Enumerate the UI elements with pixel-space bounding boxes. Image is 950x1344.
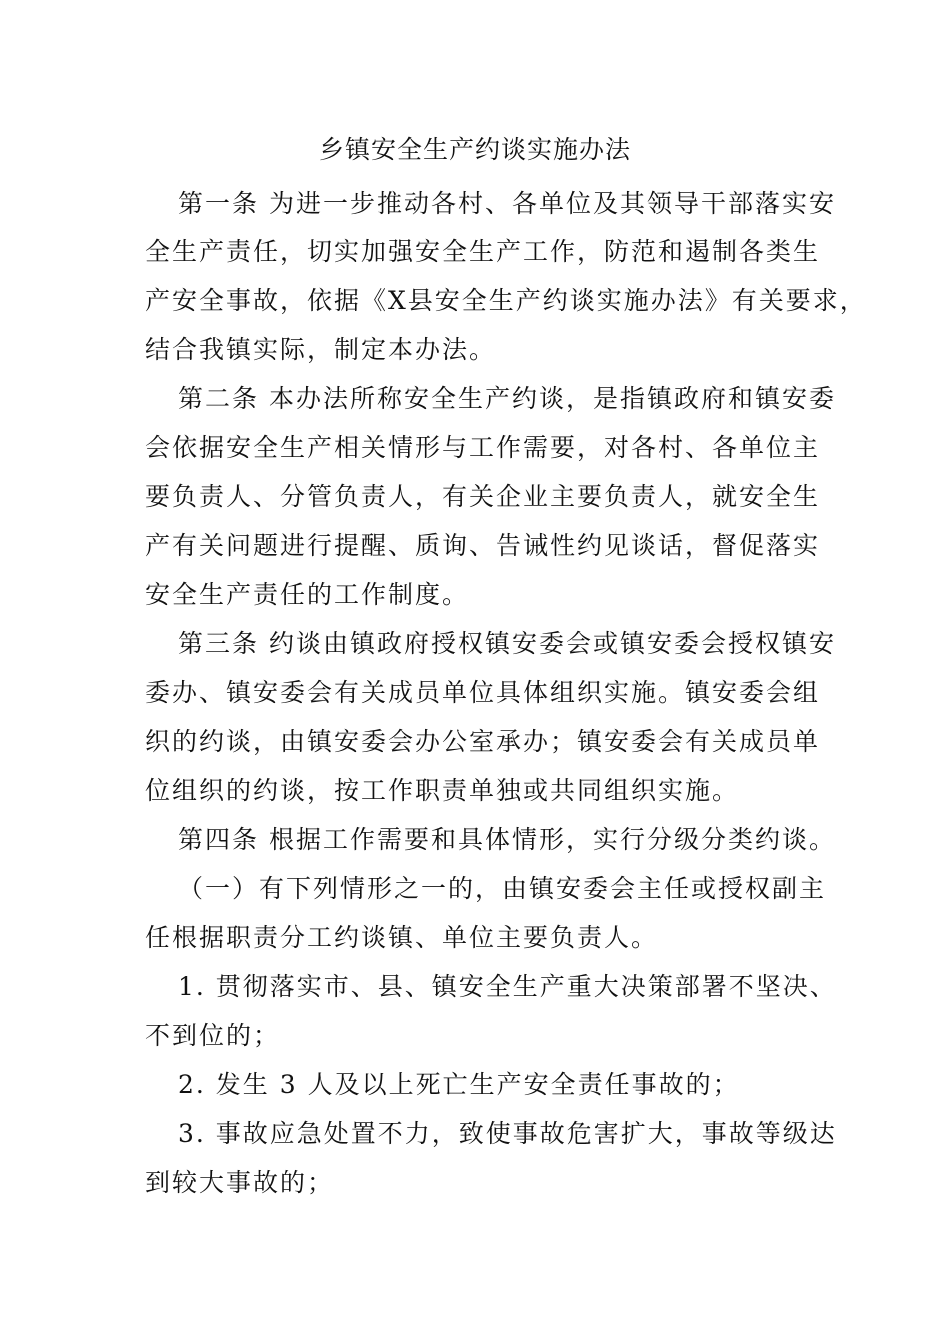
- paragraph-line: 第一条 为进一步推动各村、各单位及其领导干部落实安: [178, 189, 836, 218]
- paragraph-line: 要负责人、分管负责人，有关企业主要负责人，就安全生: [145, 482, 821, 511]
- paragraph-line: 第三条 约谈由镇政府授权镇安委会或镇安委会授权镇安: [178, 629, 836, 658]
- paragraph-line: 第四条 根据工作需要和具体情形，实行分级分类约谈。: [178, 825, 836, 854]
- paragraph-line: 安全生产责任的工作制度。: [145, 580, 470, 609]
- paragraph-line: 委办、镇安委会有关成员单位具体组织实施。镇安委会组: [145, 678, 821, 707]
- paragraph-line: 全生产责任，切实加强安全生产工作，防范和遏制各类生: [145, 237, 821, 266]
- list-item-line: 3. 事故应急处置不力，致使事故危害扩大，事故等级达: [178, 1119, 837, 1148]
- list-item-line: 1. 贯彻落实市、县、镇安全生产重大决策部署不坚决、: [178, 972, 837, 1001]
- paragraph-line: 第二条 本办法所称安全生产约谈，是指镇政府和镇安委: [178, 384, 836, 413]
- paragraph-line: （一）有下列情形之一的，由镇安委会主任或授权副主: [178, 874, 827, 903]
- paragraph-line: 任根据职责分工约谈镇、单位主要负责人。: [145, 923, 659, 952]
- paragraph-line: 织的约谈，由镇安委会办公室承办；镇安委会有关成员单: [145, 727, 821, 756]
- document-title: 乡镇安全生产约谈实施办法: [318, 135, 631, 164]
- list-item-line: 到较大事故的；: [145, 1168, 335, 1197]
- paragraph-line: 结合我镇实际，制定本办法。: [145, 335, 497, 364]
- list-item-line: 2. 发生 3 人及以上死亡生产安全责任事故的；: [178, 1070, 740, 1099]
- paragraph-line: 会依据安全生产相关情形与工作需要，对各村、各单位主: [145, 433, 821, 462]
- paragraph-line: 产安全事故，依据《X县安全生产约谈实施办法》有关要求，: [145, 286, 867, 315]
- paragraph-line: 位组织的约谈，按工作职责单独或共同组织实施。: [145, 776, 740, 805]
- list-item-line: 不到位的；: [145, 1021, 281, 1050]
- paragraph-line: 产有关问题进行提醒、质询、告诫性约见谈话，督促落实: [145, 531, 821, 560]
